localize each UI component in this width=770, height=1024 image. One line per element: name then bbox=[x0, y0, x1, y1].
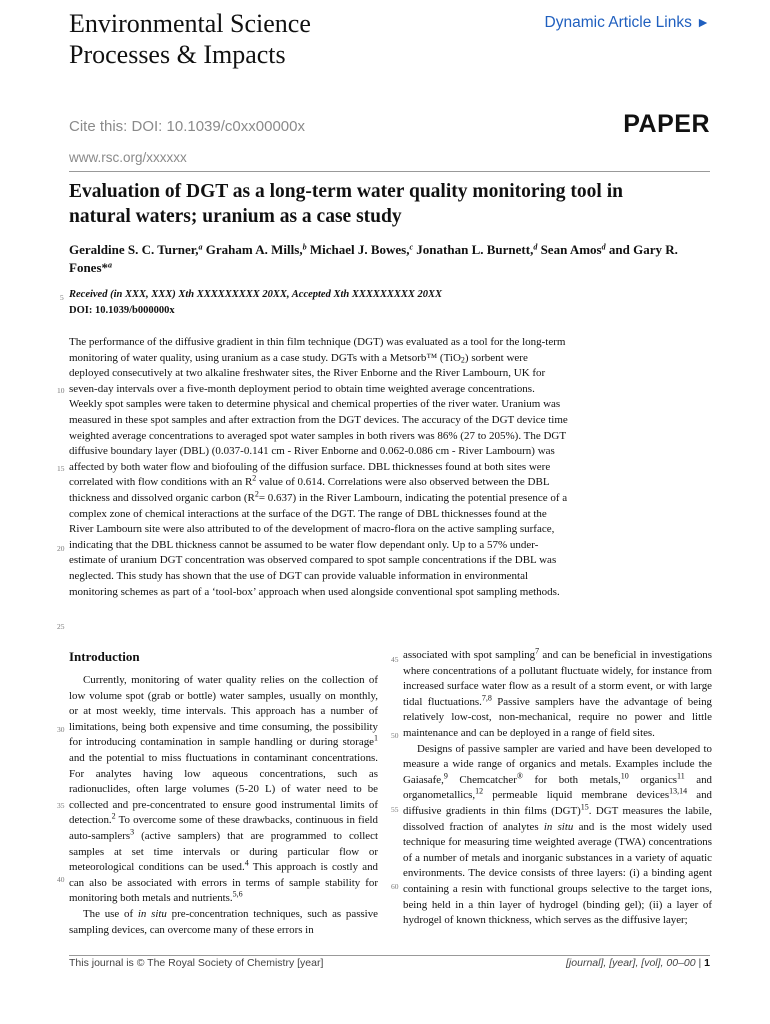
footer-citation bbox=[566, 957, 710, 969]
header-divider bbox=[69, 171, 710, 172]
line-number: 55 bbox=[391, 805, 399, 814]
footer-separator: | bbox=[695, 957, 705, 969]
line-number: 10 bbox=[57, 386, 65, 395]
dynamic-article-links-label: Dynamic Article Links bbox=[544, 14, 692, 31]
footer-copyright: This journal is © The Royal Society of Chemistry [year] bbox=[69, 957, 324, 969]
dynamic-article-links[interactable] bbox=[545, 14, 710, 32]
line-number: 5 bbox=[60, 293, 64, 302]
line-number: 40 bbox=[57, 875, 65, 884]
paragraph: The use of in situ pre-concentration techniques, such as passive sampling devices, can overcome many of these errors in bbox=[69, 907, 378, 936]
journal-title bbox=[69, 8, 311, 70]
footer-divider bbox=[69, 955, 710, 956]
paragraph: Currently, monitoring of water quality relies on the collection of low volume spot (grab or bottle) water samples, usually on monthly, or at most weekly, time intervals. This approach has a number of limitations, being both expensive and time consuming, the possibility for introducing contamination in sample handling or during storage$^1$ and the potential to miss fluctuations in contaminant concentrations. For analytes having low aqueous concentrations, such as radionuclides, often large volumes (5-20 L) of water need to be collected and pre-concentrated to ensure good instrumental limits of detection.$^2$ To overcome some of these drawbacks, continuous in field auto-samplers$^3$ (active samplers) that are programmed to collect samples at set time intervals or during particular flow or meteorological conditions can be used.$^4$ This approach is costly and can also be associated with errors in terms of sample stability for monitoring both metals and nutrients.$^{5,6}$ bbox=[69, 674, 378, 905]
line-number: 50 bbox=[391, 731, 399, 740]
author-list: Geraldine S. C. Turner,$^a$ Graham A. Mills,$^b$ Michael J. Bowes,$^c$ Jonathan L. Burnett,$^d$ Sean Amos$^d$ and Gary R. Fones*$^a$ bbox=[69, 242, 678, 275]
play-arrow-icon: ► bbox=[696, 14, 710, 30]
paper-badge: PAPER bbox=[623, 110, 710, 138]
journal-url[interactable]: www.rsc.org/xxxxxx bbox=[69, 150, 187, 165]
paragraph: associated with spot sampling$^7$ and can be beneficial in investigations where concentrations of a pollutant fluctuate widely, for instance from increased surface water flow as a result of a storm event, or with large tidal fluctuations.$^{7,8}$ Passive samplers have the advantage of being relatively low-cost, non-mechanical, require no power and little maintenance and can be deployed in a range of field sites. bbox=[403, 646, 713, 739]
line-number: 20 bbox=[57, 544, 65, 553]
paragraph: Designs of passive sampler are varied and have been developed to measure a wide range of organics and metals. Examples include the Gaiasafe,$^9$ Chemcatcher® for both metals,$^{10}$ organics$^{11}$ and organometallics,$^{12}$ permeable liquid membrane devices$^{13,14}$ and diffusive gradients in thin films (DGT)$^{15}$. DGT measures the labile, dissolved fraction of analytes in situ and is the most widely used technique for measuring time weighted average (TWA) concentrations of a number of metals and inorganic substances in a variety of aquatic environments. The device consists of three layers: (i) a binding agent containing a resin with functional groups selective to the target ions, being held in a thin layer of hydrogel (binding gel); (ii) a layer of hydrogel of known thickness, which serves as the diffusive layer; bbox=[403, 742, 712, 927]
page-number: 1 bbox=[704, 957, 710, 969]
line-number: 25 bbox=[57, 622, 65, 631]
section-heading-introduction: Introduction bbox=[69, 649, 140, 664]
line-number: 60 bbox=[391, 882, 399, 891]
abstract: The performance of the diffusive gradient in thin film technique (DGT) was evaluated as a tool for the long-term monitoring of water quality, using uranium as a case study. DGTs with a Metsorb™ (TiO$_2$) sorbent were deployed consecutively at two alkaline freshwater sites, the River Enborne and the River Lambourn, UK for seven-day intervals over a five-month deployment period to obtain time weighted average concentrations. Weekly spot samples were taken to determine physical and chemical properties of the river water. Uranium was measured in these spot samples and after extraction from the DGT devices. The accuracy of the DGT device time weighted average concentrations to averaged spot water samples in both rivers was 86% (27 to 205%). The DGT diffusive boundary layer (DBL) (0.037-0.141 cm - River Enborne and 0.062-0.086 cm - River Lambourn) was affected by both water flow and biofouling of the diffusion surface. DBL thicknesses found at both sites were correlated with flow conditions with an $R^2$ value of 0.614. Correlations were also observed between the DBL thickness and dissolved organic carbon $(R^2= 0.637)$ in the River Lambourn, indicating the potential presence of a complex zone of chemical interactions at the surface of the DGT. The range of DBL thicknesses found at the River Lambourn site were also attributed to of the development of macro-flora on the active sampling surface, indicating that the DBL thickness cannot be assumed to be water flow dependant only. Up to a 57% under-estimate of uranium DGT concentration was observed compared to spot sample concentrations if the DBL was neglected. This study has shown that the use of DGT can provide valuable information in environmental monitoring schemes as part of a ‘tool-box’ approach when used alongside conventional spot sampling methods. bbox=[69, 336, 568, 598]
line-number: 45 bbox=[391, 655, 399, 664]
received-accepted: Received (in XXX, XXX) Xth XXXXXXXXX 20XX, Accepted Xth XXXXXXXXX 20XX bbox=[69, 289, 443, 300]
line-number: 15 bbox=[57, 464, 65, 473]
journal-title-line1: Environmental Science bbox=[69, 9, 311, 38]
article-title: Evaluation of DGT as a long-term water quality monitoring tool in natural waters; uranium as a case study bbox=[69, 181, 623, 227]
line-number: 35 bbox=[57, 801, 65, 810]
journal-title-line2: Processes & Impacts bbox=[69, 40, 286, 69]
article-doi: DOI: 10.1039/b000000x bbox=[69, 305, 175, 316]
line-number: 30 bbox=[57, 725, 65, 734]
footer-citation-text: [journal], [year], [vol], 00–00 bbox=[566, 957, 696, 969]
body-column-right bbox=[403, 648, 712, 929]
body-column-left bbox=[69, 673, 378, 938]
cite-this-doi: Cite this: DOI: 10.1039/c0xx00000x bbox=[69, 118, 305, 135]
